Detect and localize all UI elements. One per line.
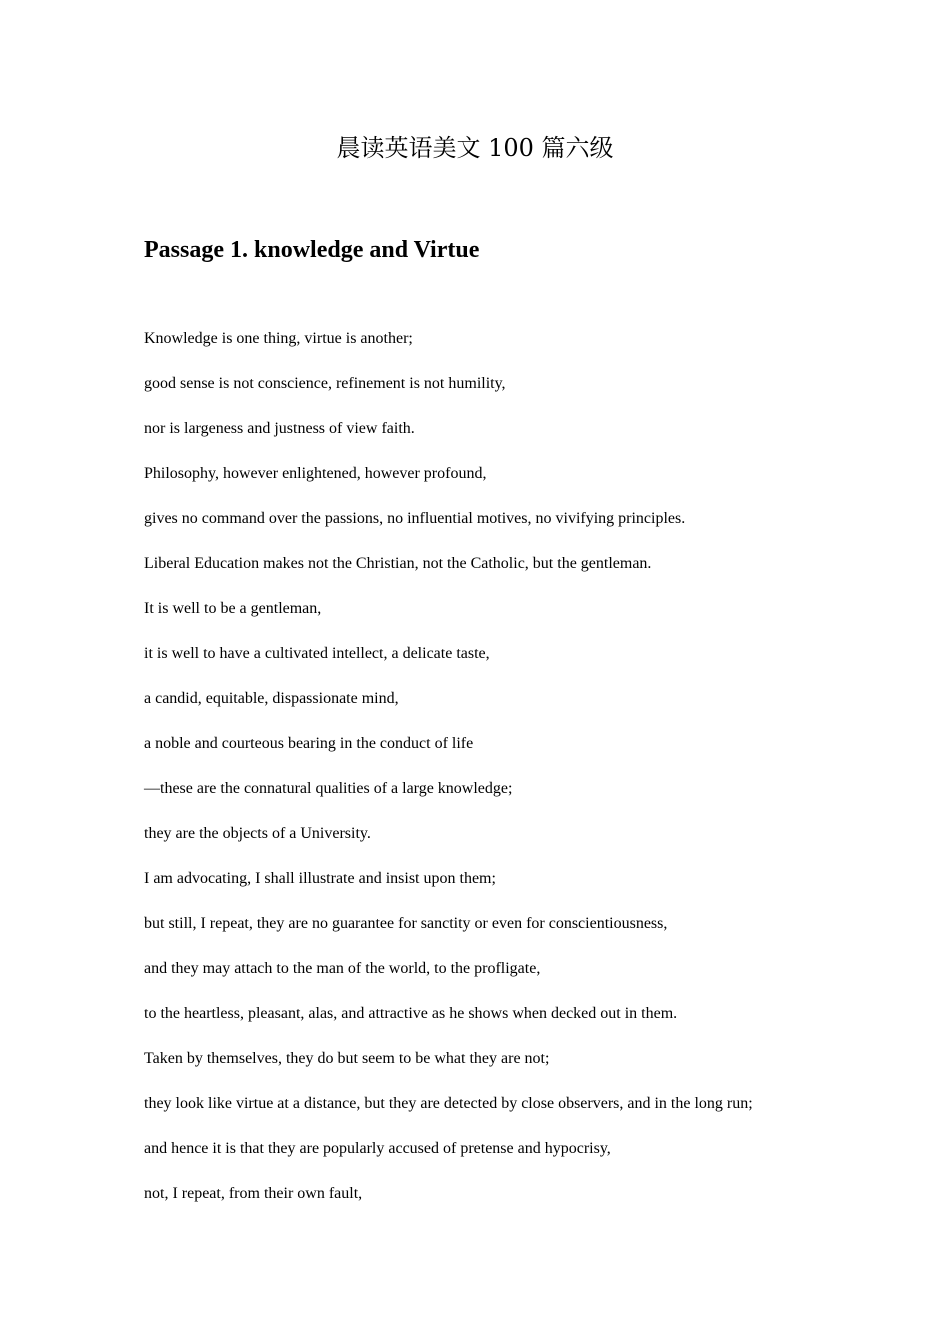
passage-line: it is well to have a cultivated intellect, a delicate taste,	[144, 645, 490, 662]
passage-line: not, I repeat, from their own fault,	[144, 1185, 363, 1202]
passage-line: a noble and courteous bearing in the conduct of life	[144, 735, 474, 752]
passage-line: and hence it is that they are popularly accused of pretense and hypocrisy,	[144, 1140, 611, 1157]
passage-line: to the heartless, pleasant, alas, and attractive as he shows when decked out in them.	[144, 1005, 678, 1022]
passage-body	[144, 328, 844, 1228]
passage-line: Knowledge is one thing, virtue is another;	[144, 330, 413, 347]
passage-line: nor is largeness and justness of view faith.	[144, 420, 415, 437]
passage-line: good sense is not conscience, refinement is not humility,	[144, 375, 506, 392]
passage-line: —these are the connatural qualities of a large knowledge;	[144, 780, 513, 797]
passage-line: gives no command over the passions, no influential motives, no vivifying principles.	[144, 510, 686, 527]
passage-line: they look like virtue at a distance, but they are detected by close observers, and in the long run;	[144, 1095, 753, 1112]
passage-line: Taken by themselves, they do but seem to be what they are not;	[144, 1050, 550, 1067]
passage-heading: Passage 1. knowledge and Virtue	[144, 237, 480, 263]
passage-line: Philosophy, however enlightened, however profound,	[144, 465, 487, 482]
passage-line: and they may attach to the man of the world, to the profligate,	[144, 960, 541, 977]
document-title: 晨读英语美文 100 篇六级	[336, 134, 614, 162]
passage-line: but still, I repeat, they are no guarantee for sanctity or even for conscientiousness,	[144, 915, 668, 932]
passage-line: they are the objects of a University.	[144, 825, 371, 842]
passage-line: I am advocating, I shall illustrate and insist upon them;	[144, 870, 496, 887]
passage-line: a candid, equitable, dispassionate mind,	[144, 690, 399, 707]
passage-line: Liberal Education makes not the Christian, not the Catholic, but the gentleman.	[144, 555, 652, 572]
passage-line: It is well to be a gentleman,	[144, 600, 322, 617]
